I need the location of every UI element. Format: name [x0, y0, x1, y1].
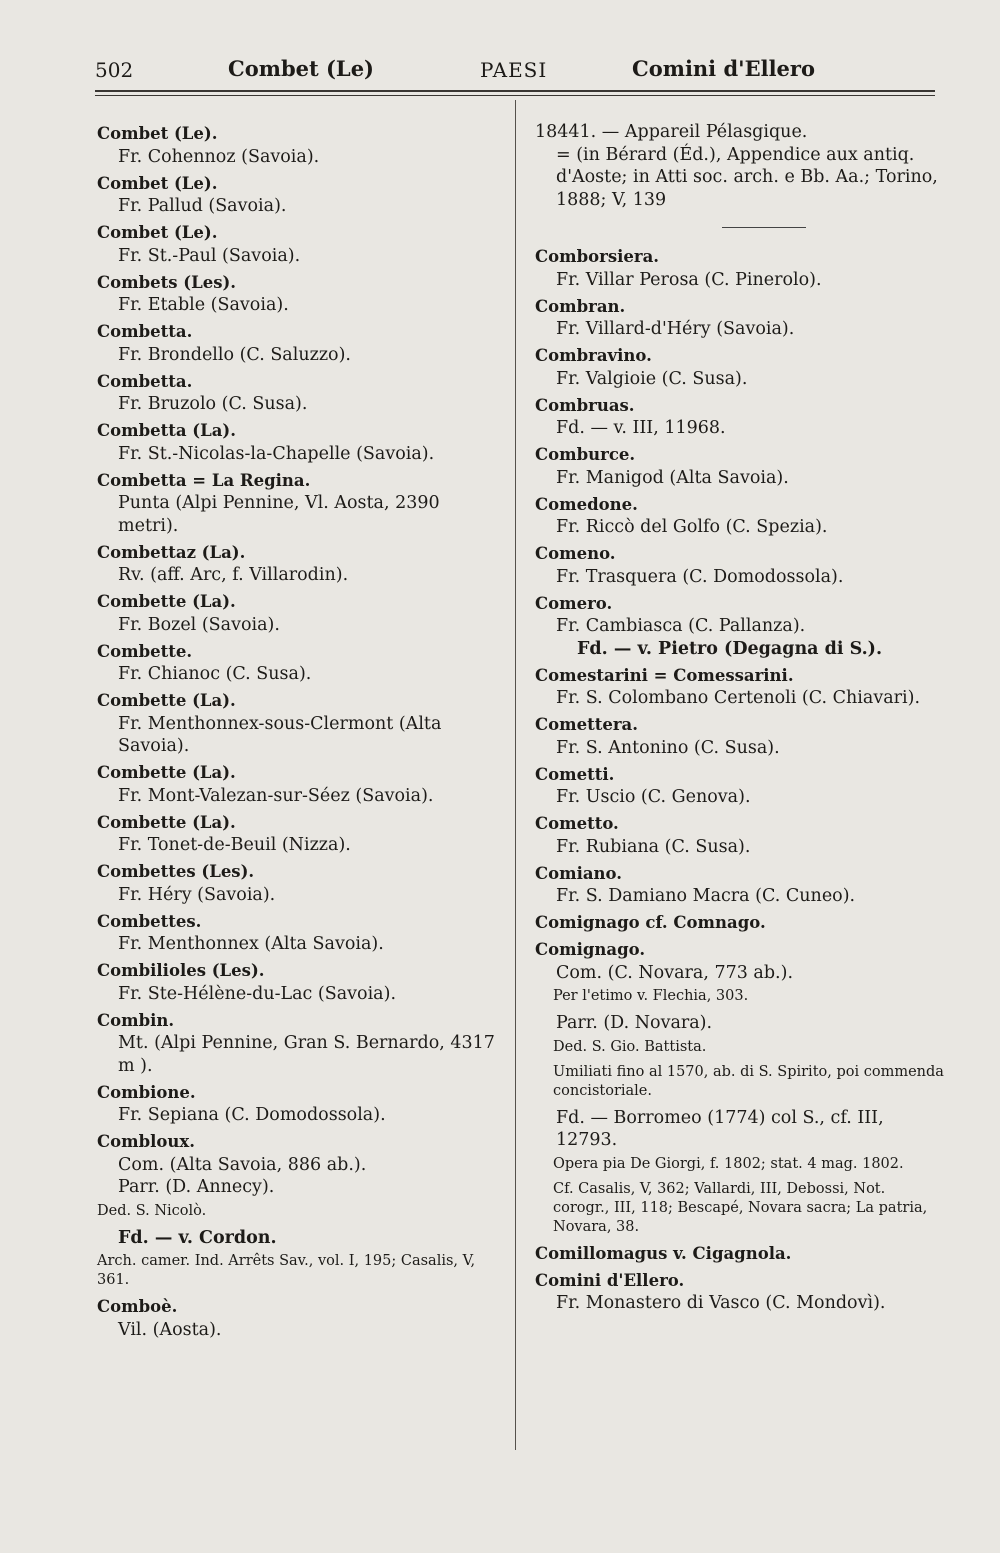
headword: Comedone.: [535, 494, 638, 514]
entry: [97, 1082, 505, 1127]
entry: [535, 543, 945, 588]
entry: [535, 764, 945, 809]
headword: Combet (Le).: [97, 173, 218, 193]
entry: [535, 444, 945, 489]
left-column: [97, 123, 505, 1346]
headword: Cometto.: [535, 814, 619, 833]
headword: Combetta.: [97, 322, 193, 341]
entry-line: Fr. S. Damiano Macra (C. Cuneo).: [556, 886, 856, 906]
entry-line: Vil. (Aosta).: [118, 1319, 222, 1340]
headword: Combette (La).: [97, 592, 236, 611]
headword: Combione.: [97, 1082, 196, 1102]
entry-line: Fd. — Borromeo (1774) col S., cf. III, 12793.: [556, 1107, 884, 1150]
entry: [535, 246, 945, 291]
entry-line: Fr. Monastero di Vasco (C. Mondovì).: [556, 1293, 886, 1313]
entry-line: Fr. Riccò del Golfo (C. Spezia).: [556, 517, 828, 537]
entry-line: Punta (Alpi Pennine, Vl. Aosta, 2390 metri).: [118, 493, 440, 536]
headword: Combets (Les).: [97, 272, 237, 292]
entry: [535, 494, 945, 539]
entry-line: Fr. S. Antonino (C. Susa).: [556, 737, 780, 758]
entry: [97, 321, 505, 366]
running-head-right: Comini d'Ellero: [632, 56, 815, 81]
headword: Comiano.: [535, 863, 623, 883]
entry-line: Fr. St.-Nicolas-la-Chapelle (Savoia).: [118, 443, 435, 464]
entry-line: Fr. Tonet-de-Beuil (Nizza).: [118, 835, 351, 855]
headword: Combruas.: [535, 395, 635, 415]
entry: [97, 911, 505, 956]
entry-line: Fr. Trasquera (C. Domodossola).: [556, 566, 844, 587]
page-header: [95, 52, 935, 88]
entry-line: Fr. Cohennoz (Savoia).: [118, 146, 320, 167]
headword: Combetta.: [97, 371, 193, 391]
entry-line: Com. (C. Novara, 773 ab.).: [556, 962, 794, 983]
entry-line: Rv. (aff. Arc, f. Villarodin).: [118, 565, 349, 585]
entry: [97, 1131, 505, 1290]
entry-line: Parr. (D. Novara).: [556, 1013, 713, 1033]
headword: Comeno.: [535, 544, 616, 563]
entry-line: Fr. Bozel (Savoia).: [118, 614, 280, 635]
entry: [97, 762, 505, 807]
entry: [97, 1010, 505, 1078]
header-rule-thin: [95, 95, 935, 96]
entry: [97, 960, 505, 1005]
entry: [97, 812, 505, 857]
entry-line: Mt. (Alpi Pennine, Gran S. Bernardo, 4317 m ).: [118, 1033, 495, 1076]
headword: Combran.: [535, 296, 626, 316]
headword: Combettaz (La).: [97, 542, 246, 562]
entry: [535, 813, 945, 858]
top-reference: [535, 121, 945, 211]
entry: [535, 1270, 945, 1315]
headword: Combet (Le).: [97, 124, 218, 143]
entry-line: Fd. — v. Cordon.: [118, 1227, 277, 1248]
dedication-note: Ded. S. Nicolò.: [97, 1202, 207, 1219]
headword: Combin.: [97, 1010, 175, 1030]
entry-line: Fr. Etable (Savoia).: [118, 295, 289, 315]
headword: Comettera.: [535, 715, 638, 734]
headword: Combette.: [97, 641, 193, 661]
reference-line: 18441. — Appareil Pélasgique.: [535, 122, 808, 142]
entry: [535, 912, 945, 935]
headword: Combet (Le).: [97, 223, 218, 242]
entry-line: Fr. St.-Paul (Savoia).: [118, 245, 301, 266]
entry-line: Fr. Brondello (C. Saluzzo).: [118, 344, 351, 365]
right-column: [535, 121, 945, 1319]
headword: Combette (La).: [97, 812, 236, 832]
entry-line: Parr. (D. Annecy).: [118, 1177, 275, 1197]
headword: Combettes (Les).: [97, 862, 255, 881]
entry: [97, 690, 505, 758]
entry: [535, 863, 945, 908]
entry-line: Fr. Menthonnex (Alta Savoia).: [118, 934, 384, 954]
entry: [97, 371, 505, 416]
headword: Comignago.: [535, 940, 646, 959]
entry-line: Fr. Chianoc (C. Susa).: [118, 664, 312, 684]
headword: Combette (La).: [97, 763, 236, 782]
entry: [535, 296, 945, 341]
entry-line: Fd. — v. III, 11968.: [556, 418, 726, 438]
entry-line: Fr. Héry (Savoia).: [118, 884, 276, 905]
headword: Comborsiera.: [535, 247, 660, 266]
headword: Comburce.: [535, 445, 636, 464]
entry-line: Fd. — v. Pietro (Degagna di S.).: [577, 638, 883, 659]
entry-line: Fr. Villar Perosa (C. Pinerolo).: [556, 269, 822, 290]
entry: [97, 173, 505, 218]
headword: Comero.: [535, 593, 613, 613]
entry-line: Fr. Ste-Hélène-du-Lac (Savoia).: [118, 983, 397, 1004]
headword: Combetta (La).: [97, 421, 236, 440]
headword: Comillomagus v. Cigagnola.: [535, 1243, 792, 1263]
history-note: Umiliati fino al 1570, ab. di S. Spirito, poi commenda concistoriale.: [553, 1063, 944, 1099]
headword: Combetta = La Regina.: [97, 470, 311, 490]
entry-line: Fr. Cambiasca (C. Pallanza).: [556, 616, 806, 636]
entry: [97, 861, 505, 906]
headword: Comignago cf. Comnago.: [535, 913, 766, 932]
entry: [535, 939, 945, 984]
headword: Combilioles (Les).: [97, 961, 265, 980]
entry: [535, 665, 945, 710]
entry-line: Fr. Sepiana (C. Domodossola).: [118, 1105, 386, 1125]
reference-note: Arch. camer. Ind. Arrêts Sav., vol. I, 195; Casalis, V, 361.: [97, 1253, 476, 1288]
entry: [535, 714, 945, 759]
entry: [97, 123, 505, 168]
entry: [97, 542, 505, 587]
opera-note: Opera pia De Giorgi, f. 1802; stat. 4 mag. 1802.: [553, 1155, 904, 1172]
entry: [535, 395, 945, 440]
entry: [535, 1243, 945, 1266]
headword: Combravino.: [535, 346, 652, 365]
headword: Combloux.: [97, 1132, 195, 1151]
headword: Cometti.: [535, 764, 615, 784]
entry-line: Fr. Pallud (Savoia).: [118, 196, 287, 216]
entry: [97, 272, 505, 317]
column-divider: [515, 100, 516, 1450]
reference-note: Cf. Casalis, V, 362; Vallardi, III, Debossi, Not. corogr., III, 118; Bescapé, Novara sacra; La patria, Novara, 38.: [553, 1180, 928, 1235]
headword: Combettes.: [97, 911, 202, 931]
entry-line: Com. (Alta Savoia, 886 ab.).: [118, 1154, 367, 1175]
entry: [97, 420, 505, 465]
header-rule-thick: [95, 90, 935, 92]
reference-line: = (in Bérard (Éd.), Appendice aux antiq. d'Aoste; in Atti soc. arch. e Bb. Aa.; Torino, 1888; V, 139: [556, 144, 938, 210]
entry-line: Fr. Menthonnex-sous-Clermont (Alta Savoia).: [118, 713, 442, 756]
entry-line: Fr. Valgioie (C. Susa).: [556, 368, 748, 389]
headword: Comestarini = Comessarini.: [535, 665, 794, 685]
entry-line: Fr. Manigod (Alta Savoia).: [556, 467, 789, 488]
entry-line: Fr. Villard-d'Héry (Savoia).: [556, 319, 795, 339]
etymology-note: Per l'etimo v. Flechia, 303.: [553, 988, 749, 1004]
headword: Comini d'Ellero.: [535, 1270, 685, 1290]
page-number: 502: [95, 58, 134, 82]
entry: [97, 470, 505, 538]
running-head-left: Combet (Le): [228, 56, 374, 81]
entry-line: Fr. Bruzolo (C. Susa).: [118, 394, 308, 414]
entry-line: Fr. Mont-Valezan-sur-Séez (Savoia).: [118, 785, 434, 806]
entry: [535, 345, 945, 390]
headword: Comboè.: [97, 1297, 178, 1316]
running-head-center: PAESI: [480, 58, 548, 82]
dedication-note: Ded. S. Gio. Battista.: [553, 1038, 707, 1055]
entry: [535, 593, 945, 661]
entry-line: Fr. Uscio (C. Genova).: [556, 787, 751, 807]
entry: [97, 1296, 505, 1341]
headword: Combette (La).: [97, 691, 236, 710]
entry-line: Fr. Rubiana (C. Susa).: [556, 836, 751, 857]
entry-line: Fr. S. Colombano Certenoli (C. Chiavari).: [556, 688, 921, 708]
entry: [97, 222, 505, 267]
entry: [97, 641, 505, 686]
entry: [97, 591, 505, 636]
separator-rule: [722, 227, 806, 228]
